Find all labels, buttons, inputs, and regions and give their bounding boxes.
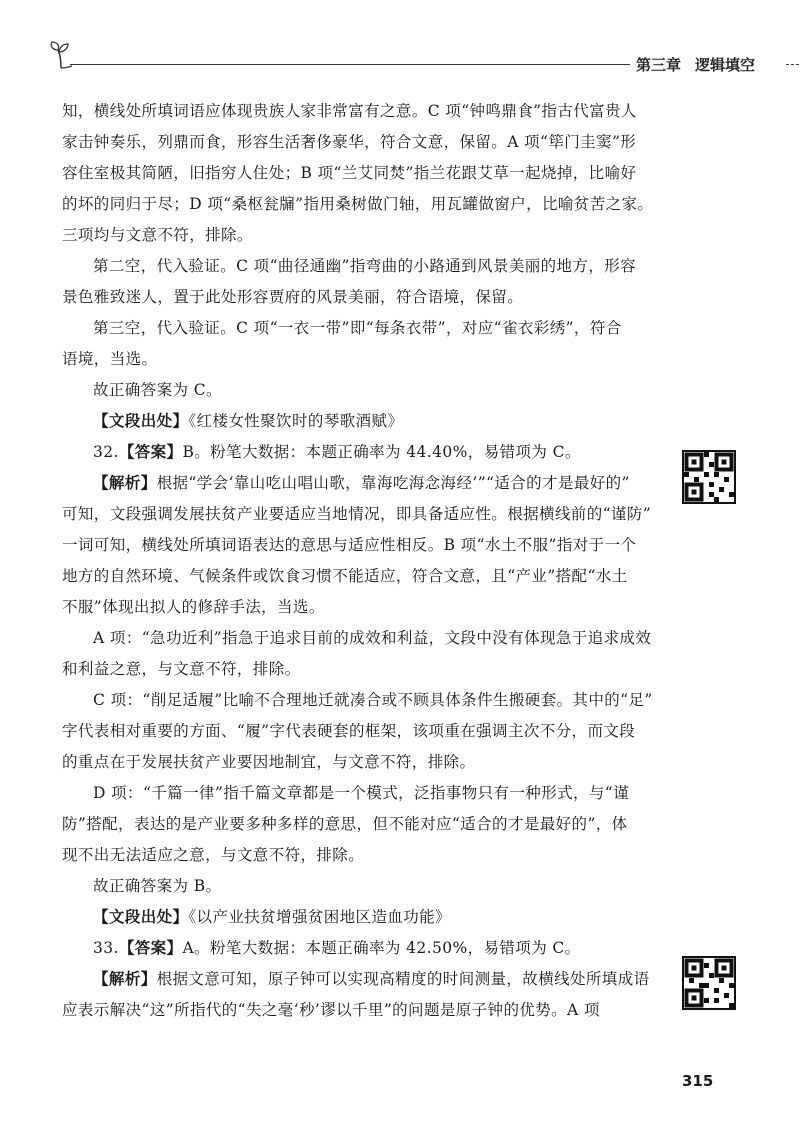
question-number: 32. [93,443,119,461]
line-text: 第三空，代入验证。C 项“一衣一带”即“每条衣带”，对应“雀衣彩绣”，符合 [93,319,622,337]
chapter-heading [636,54,755,75]
line-text: 三项均与文意不符，排除。 [62,226,253,244]
line-text: 现不出无法适应之意，与文意不符，排除。 [62,846,365,864]
text-line [62,375,654,406]
line-text: 《以产业扶贫增强贫困地区造血功能》 [188,908,451,926]
text-line [62,778,654,809]
line-text: 家击钟奏乐，列鼎而食，形容生活奢侈豪华，符合文意，保留。A 项“筚门圭窦”形 [62,133,637,151]
line-text: 防”搭配，表达的是产业要多种多样的意思，但不能对应“适合的才是最好的”，体 [62,815,628,833]
text-line [62,561,654,592]
chapter-title: 逻辑填空 [695,56,756,74]
line-text: 故正确答案为 C。 [93,381,222,399]
line-text: 景色雅致迷人，置于此处形容贾府的风景美丽，符合语境，保留。 [62,288,524,306]
text-line [62,158,654,189]
text-line [62,685,654,716]
text-line [62,96,654,127]
text-line [62,747,654,778]
text-line [62,220,654,251]
text-line [62,654,654,685]
page-number: 315 [682,1072,714,1090]
section-tag: 【答案】 [118,939,183,957]
section-tag: 【解析】 [93,474,157,492]
text-line [62,995,654,1026]
line-text: A 项：“急功近利”指急于追求目前的成效和利益，文段中没有体现急于追求成效 [93,629,652,647]
line-text: 不服”体现出拟人的修辞手法，当选。 [62,598,325,616]
line-text: 语境，当选。 [62,350,158,368]
qr-code-33[interactable] [682,956,736,1010]
line-text: 字代表相对重要的方面、“履”字代表硬套的框架，该项重在强调主次不分，而文段 [62,722,636,740]
line-text: 可知，文段强调发展扶贫产业要适应当地情况，即具备适应性。根据横线前的“谨防” [62,505,652,523]
line-text: 根据“学会‘靠山吃山唱山歌，靠海吃海念海经’”“适合的才是最好的” [156,474,630,492]
text-line [62,530,654,561]
qr-code-icon [684,958,734,1008]
text-line [62,127,654,158]
page-header [48,40,800,80]
section-tag: 【答案】 [118,443,183,461]
text-line [62,623,654,654]
line-text: 一词可知，横线处所填词语表达的意思与适应性相反。B 项“水土不服”指对于一个 [62,536,637,554]
section-tag: 【文段出处】 [93,908,189,926]
line-text: C 项：“削足适履”比喻不合理地迁就凑合或不顾具体条件生搬硬套。其中的“足” [93,691,653,709]
line-text: 容住室极其简陋，旧指穷人住处；B 项“兰艾同焚”指兰花跟艾草一起烧掉，比喻好 [62,164,637,182]
question-number: 33. [93,939,119,957]
qr-code-icon [684,452,734,502]
line-text: 故正确答案为 B。 [93,877,222,895]
header-rule-right [786,64,800,65]
text-line [62,964,654,995]
text-line [62,437,654,468]
line-text: D 项：“千篇一律”指千篇文章都是一个模式，泛指事物只有一种形式，与“谨 [93,784,630,802]
line-text: B。粉笔大数据：本题正确率为 44.40%，易错项为 C。 [182,443,581,461]
chapter-number: 第三章 [636,56,682,74]
line-text: 地方的自然环境、气候条件或饮食习惯不能适应，符合文意，且“产业”搭配“水土 [62,567,628,585]
text-line [62,468,654,499]
sprout-icon [48,40,74,70]
text-line [62,809,654,840]
line-text: 的重点在于发展扶贫产业要因地制宜，与文意不符，排除。 [62,753,476,771]
line-text: 和利益之意，与文意不符，排除。 [62,660,301,678]
section-tag: 【解析】 [93,970,157,988]
text-line [62,716,654,747]
text-line [62,251,654,282]
qr-code-32[interactable] [682,450,736,504]
text-line [62,592,654,623]
line-text: 的坏的同归于尽；D 项“桑枢瓮牖”指用桑树做门轴，用瓦罐做窗户，比喻贫苦之家。 [62,195,654,213]
text-line [62,499,654,530]
section-tag: 【文段出处】 [93,412,189,430]
line-text: 应表示解决“这”所指代的“失之毫‘秒’谬以千里”的问题是原子钟的优势。A 项 [62,1001,600,1019]
text-line [62,313,654,344]
text-line [62,871,654,902]
text-line [62,933,654,964]
line-text: 《红楼女性聚饮时的琴歌酒赋》 [188,412,404,430]
text-line [62,344,654,375]
line-text: 第二空，代入验证。C 项“曲径通幽”指弯曲的小路通到风景美丽的地方，形容 [93,257,637,275]
text-line [62,902,654,933]
page-body [62,96,654,1026]
text-line [62,282,654,313]
line-text: 根据文意可知，原子钟可以实现高精度的时间测量，故横线处所填成语 [156,970,650,988]
header-rule-left [70,64,630,65]
line-text: 知，横线处所填词语应体现贵族人家非常富有之意。C 项“钟鸣鼎食”指古代富贵人 [62,102,637,120]
text-line [62,189,654,220]
text-line [62,406,654,437]
text-line [62,840,654,871]
line-text: A。粉笔大数据：本题正确率为 42.50%，易错项为 C。 [182,939,581,957]
